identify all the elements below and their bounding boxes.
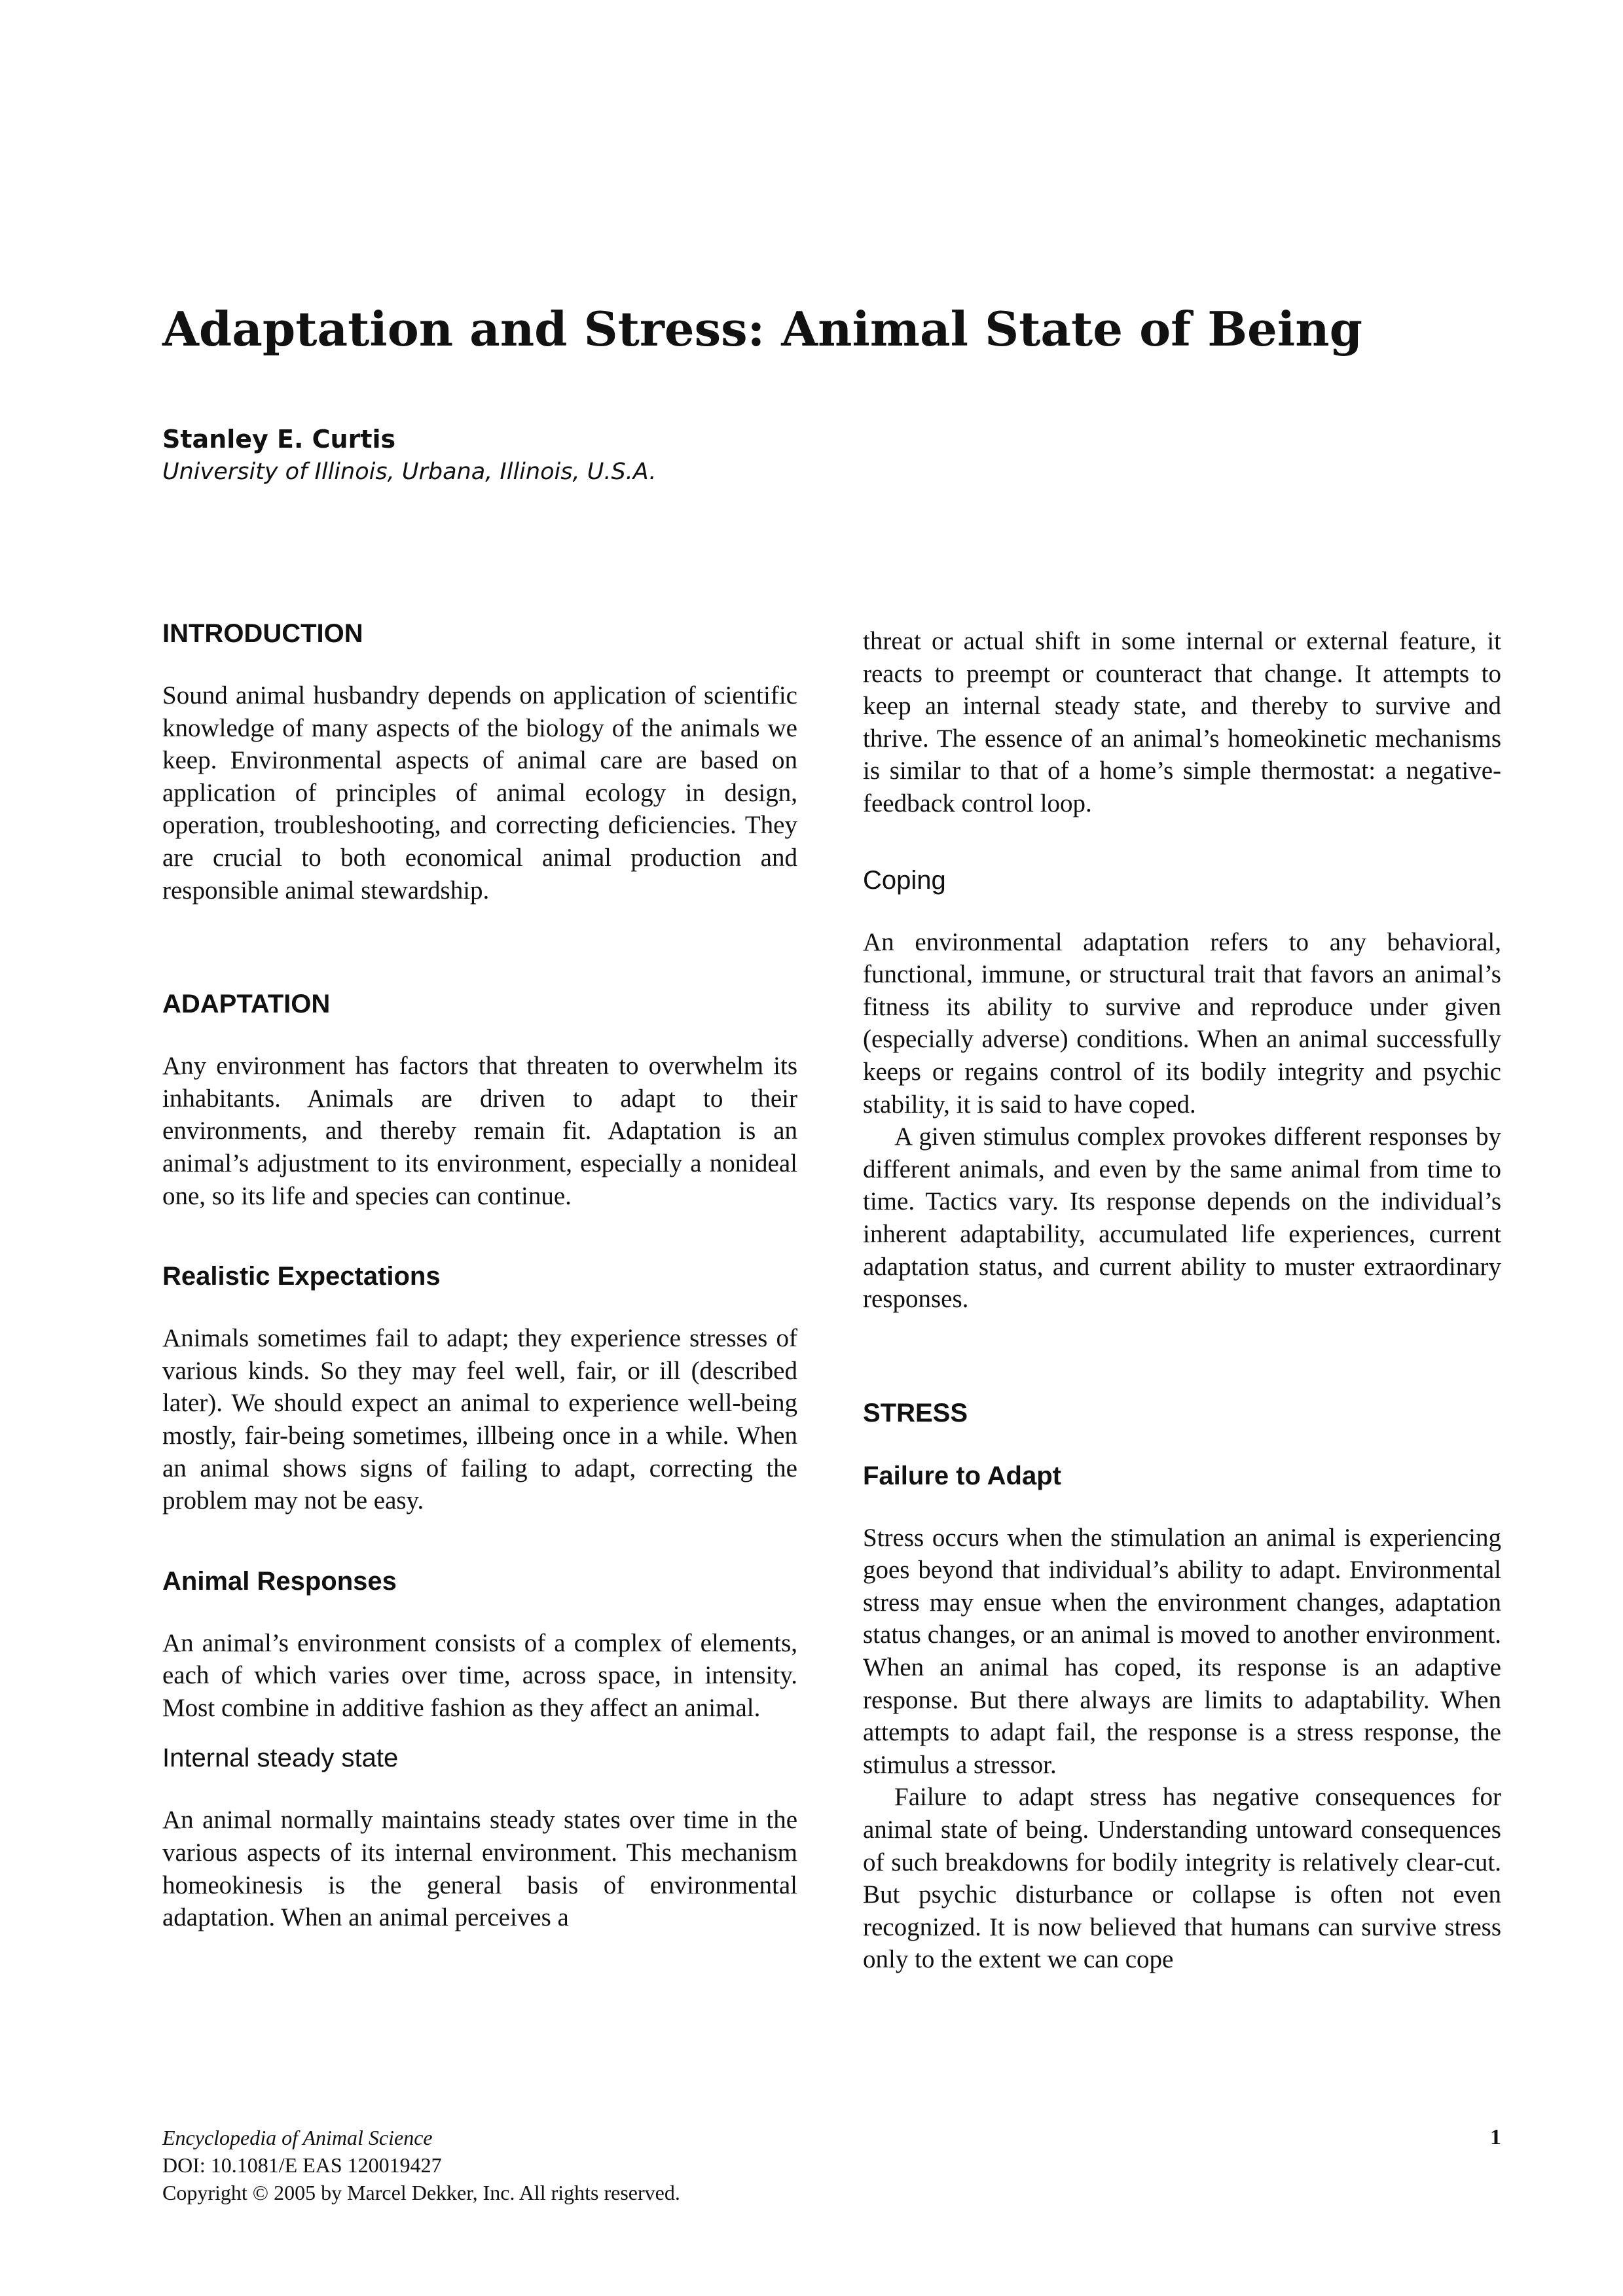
journal-name: Encyclopedia of Animal Science [162,2126,433,2149]
subsection-heading-coping: Coping [863,865,946,895]
author-affiliation: University of Illinois, Urbana, Illinois, U.S.A. [162,459,657,485]
left-column [162,617,797,1934]
paragraph-internal-steady-state: An animal normally maintains steady states over time in the various aspects of its internal environment. This mechanism homeokinesis is the general basis of environmental adaptation. When an animal perceives a [162,1806,797,1932]
section-heading-introduction: INTRODUCTION [162,619,363,648]
right-column [863,625,1501,1976]
paragraph-failure-2: Failure to adapt stress has negative consequences for animal state of being. Understanding untoward consequences of such breakdowns for bodily integrity is relatively clear-cut. But psychic disturbance or collapse is often not even recognized. It is now believed that humans can survive stress only to the extent we can cope [863,1783,1501,1974]
article-title: Adaptation and Stress: Animal State of Being [162,301,1362,357]
paragraph-coping-2: A given stimulus complex provokes different responses by different animals, and even by the same animal from time to time. Tactics vary. Its response depends on the individual’s inherent adaptability, accumulated life experiences, current adaptation status, and current ability to muster extraordinary responses. [863,1122,1501,1314]
section-heading-adaptation: ADAPTATION [162,990,331,1019]
paragraph-adaptation: Any environment has factors that threaten to overwhelm its inhabitants. Animals are driven to adapt to their environments, and thereby remain fit. Adaptation is an animal’s adjustment to its environment, especially a nonideal one, so its life and species can continue. [162,1052,797,1210]
paragraph-coping-1: An environmental adaptation refers to any behavioral, functional, immune, or structural trait that favors an animal’s fitness its ability to survive and reproduce under given (especially adverse) conditions. When an animal successfully keeps or regains control of its bodily integrity and psychic stability, it is said to have coped. [863,927,1501,1119]
copyright-line: Copyright © 2005 by Marcel Dekker, Inc. All rights reserved. [162,2181,680,2204]
subsection-heading-failure-to-adapt: Failure to Adapt [863,1461,1061,1490]
paragraph-failure-1: Stress occurs when the stimulation an animal is experiencing goes beyond that individual’s ability to adapt. Environmental stress may ensue when the environment changes, adaptation status changes, or an animal is moved to another environment. When an animal has coped, its response is an adaptive response. But there always are limits to adaptability. When attempts to adapt fail, the response is a stress response, the stimulus a stressor. [863,1523,1501,1779]
section-heading-stress: STRESS [863,1398,968,1427]
paragraph-introduction: Sound animal husbandry depends on application of scientific knowledge of many aspects of the biology of the animals we keep. Environmental aspects of animal care are based on application of principles of animal ecology in design, operation, troubleshooting, and correcting deficiencies. They are crucial to both economical animal production and responsible animal stewardship. [162,681,797,905]
subsection-heading-realistic-expectations: Realistic Expectations [162,1262,441,1291]
subsubsection-heading-internal-steady-state: Internal steady state [162,1744,399,1773]
subsection-heading-animal-responses: Animal Responses [162,1566,397,1596]
page-number: 1 [1490,2125,1501,2149]
doi-line: DOI: 10.1081/E EAS 120019427 [162,2153,442,2177]
paragraph-animal-responses: An animal’s environment consists of a complex of elements, each of which varies over time, across space, in intensity. Most combine in additive fashion as they affect an animal. [162,1628,797,1722]
page-footer [162,2124,1501,2206]
paragraph-continuation: threat or actual shift in some internal or external feature, it reacts to preempt or counteract that change. It attempts to keep an internal steady state, and thereby to survive and thrive. The essence of an animal’s homeokinetic mechanisms is similar to that of a home’s simple thermostat: a negative-feedback control loop. [863,627,1501,817]
paragraph-realistic-expectations: Animals sometimes fail to adapt; they experience stresses of various kinds. So they may feel well, fair, or ill (described later). We should expect an animal to experience well-being mostly, fair-being sometimes, illbeing once in a while. When an animal shows signs of failing to adapt, correcting the problem may not be easy. [162,1324,797,1515]
author-name: Stanley E. Curtis [162,425,396,454]
